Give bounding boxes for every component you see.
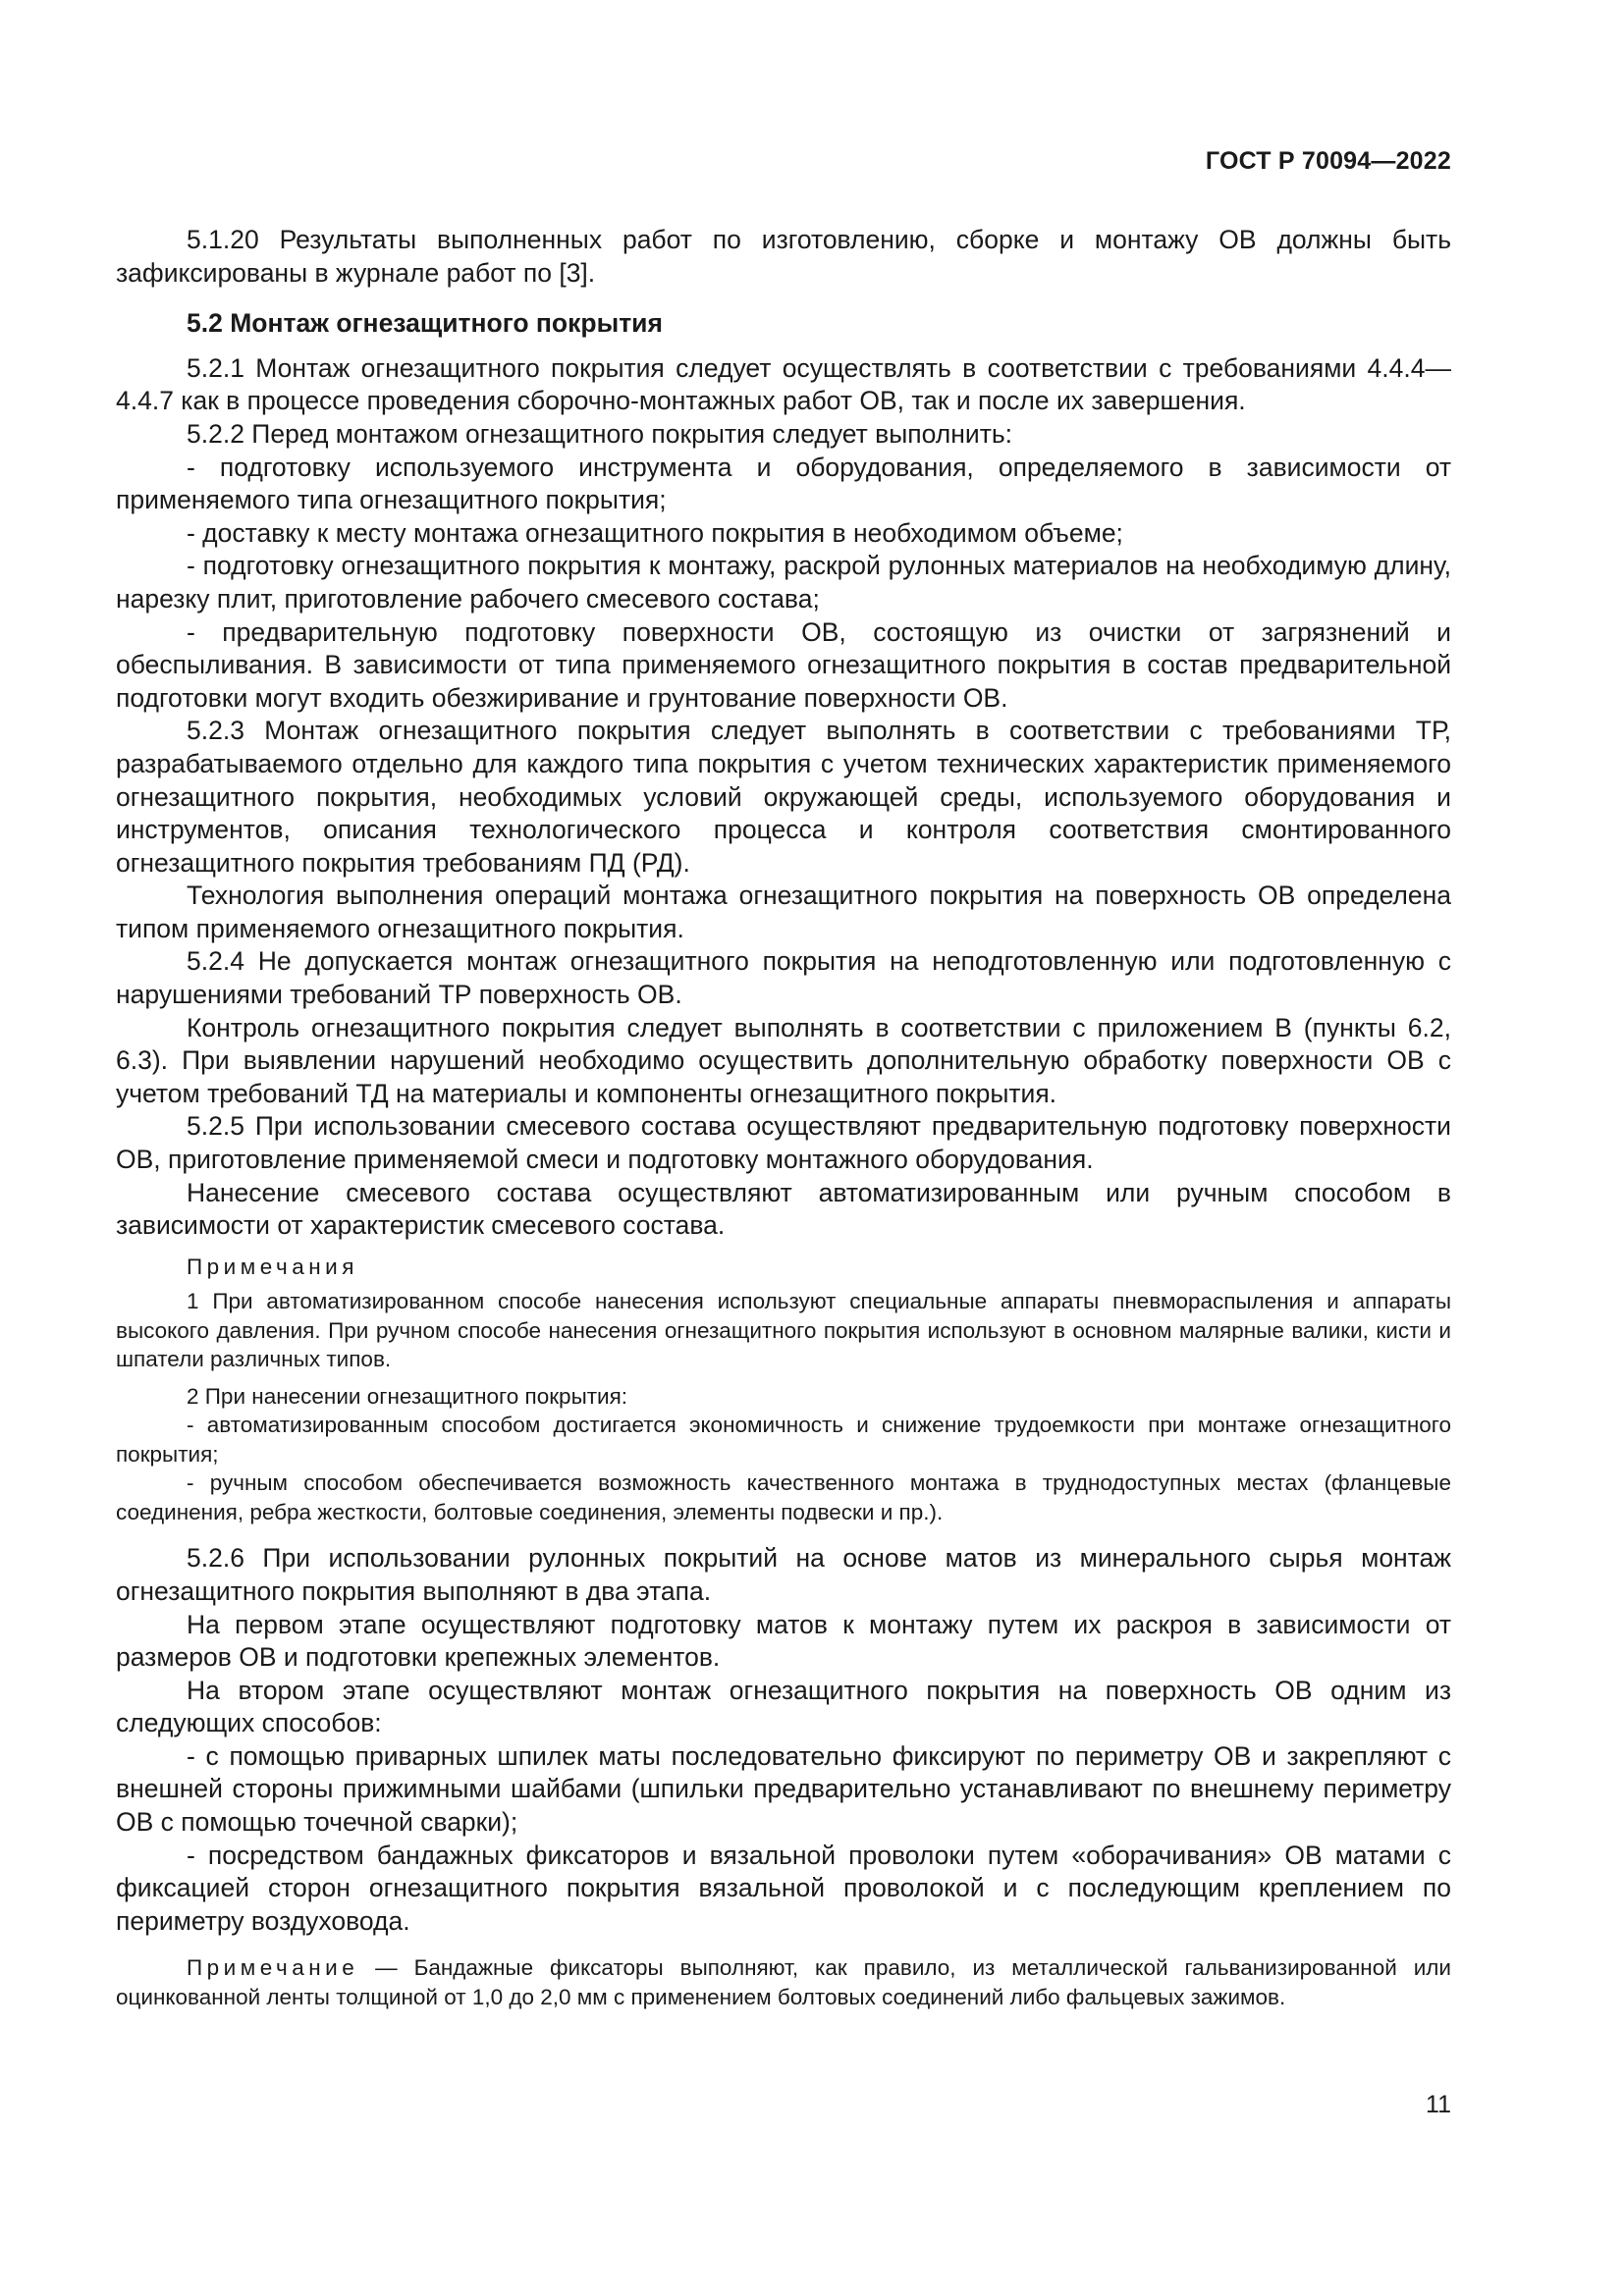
note-1: 1 При автоматизированном способе нанесения используют специальные аппараты пневмораспыления и аппараты высокого давления. При ручном способе нанесения огнезащитного покрытия используют в основном малярные валики, кисти и шпатели различных типов.	[116, 1289, 1451, 1372]
paragraph-5-2-6-stage-2: На втором этапе осуществляют монтаж огнезащитного покрытия на поверхность ОВ одним из следующих способов:	[116, 1675, 1451, 1738]
note-2: 2 При нанесении огнезащитного покрытия:	[187, 1383, 628, 1409]
final-note	[116, 1953, 1451, 2011]
list-item: - подготовку огнезащитного покрытия к монтажу, раскрой рулонных материалов на необходимую длину, нарезку плит, приготовление рабочего смесевого состава;	[116, 551, 1451, 614]
paragraph-5-2-6: 5.2.6 При использовании рулонных покрытий на основе матов из минерального сырья монтаж огнезащитного покрытия выполняют в два этапа.	[116, 1543, 1451, 1606]
final-note-label: Примечание	[187, 1955, 359, 1981]
paragraph-5-2-4: 5.2.4 Не допускается монтаж огнезащитного покрытия на неподготовленную или подготовленную с нарушениями требований ТР поверхность ОВ.	[116, 946, 1451, 1010]
paragraph-5-2-4-control: Контроль огнезащитного покрытия следует выполнять в соответствии с приложением В (пункты 6.2, 6.3). При выявлении нарушений необходимо осуществить дополнительную обработку поверхности ОВ с учетом требований ТД на материалы и компоненты огнезащитного покрытия.	[116, 1012, 1451, 1108]
notes-block	[116, 1253, 1451, 1527]
section-heading-5-2: 5.2 Монтаж огнезащитного покрытия	[187, 308, 663, 339]
list-item: - доставку к месту монтажа огнезащитного покрытия в необходимом объеме;	[187, 517, 1123, 548]
paragraph-5-1-20: 5.1.20 Результаты выполненных работ по изготовлению, сборке и монтажу ОВ должны быть зафиксированы в журнале работ по [3].	[116, 225, 1451, 288]
final-note-text: — Бандажные фиксаторы выполняют, как правило, из металлической гальванизированной или оцинкованной ленты толщиной от 1,0 до 2,0 мм с применением болтовых соединений либо фальцевых зажимов.	[116, 1955, 1451, 2009]
notes-title: Примечания	[187, 1254, 358, 1279]
document-body	[116, 224, 1451, 2011]
list-item: - предварительную подготовку поверхности ОВ, состоящую из очистки от загрязнений и обеспыливания. В зависимости от типа применяемого огнезащитного покрытия в состав предварительной подготовки могут входить обезжиривание и грунтование поверхности ОВ.	[116, 616, 1451, 713]
list-item: - автоматизированным способом достигается экономичность и снижение трудоемкости при монтаже огнезащитного покрытия;	[116, 1413, 1451, 1467]
list-item: - с помощью приварных шпилек маты последовательно фиксируют по периметру ОВ и закрепляют с внешней стороны прижимными шайбами (шпильки предварительно устанавливают по внешнему периметру ОВ с помощью точечной сварки);	[116, 1740, 1451, 1838]
section-5-2-6	[116, 1542, 1451, 1938]
standard-code-header: ГОСТ Р 70094—2022	[1205, 147, 1451, 175]
list-item: - подготовку используемого инструмента и оборудования, определяемого в зависимости от применяемого типа огнезащитного покрытия;	[116, 452, 1451, 515]
paragraph-5-2-6-stage-1: На первом этапе осуществляют подготовку матов к монтажу путем их раскроя в зависимости от размеров ОВ и подготовки крепежных элементов.	[116, 1609, 1451, 1673]
page-number: 11	[1426, 2091, 1451, 2118]
list-item: - посредством бандажных фиксаторов и вязальной проволоки путем «оборачивания» ОВ матами с фиксацией сторон огнезащитного покрытия вязальной проволокой и с последующим креплением по периметру воздуховода.	[116, 1840, 1451, 1936]
paragraph-5-2-3-technology: Технология выполнения операций монтажа огнезащитного покрытия на поверхность ОВ определена типом применяемого огнезащитного покрытия.	[116, 881, 1451, 943]
document-page	[116, 0, 1451, 2296]
paragraph-5-2-2: 5.2.2 Перед монтажом огнезащитного покрытия следует выполнить:	[187, 418, 1012, 449]
final-note-paragraph	[116, 1953, 1451, 2011]
paragraph-5-2-5-application: Нанесение смесевого состава осуществляют автоматизированным или ручным способом в зависимости от характеристик смесевого состава.	[116, 1177, 1451, 1241]
paragraph-5-2-3: 5.2.3 Монтаж огнезащитного покрытия следует выполнять в соответствии с требованиями ТР, разрабатываемого отдельно для каждого типа покрытия с учетом технических характеристик применяемого огнезащитного покрытия, необходимых условий окружающей среды, используемого оборудования и инструментов, описания технологического процесса и контроля соответствия смонтированного огнезащитного покрытия требованиям ПД (РД).	[116, 716, 1451, 878]
paragraph-5-2-5: 5.2.5 При использовании смесевого состава осуществляют предварительную подготовку поверхности ОВ, приготовление применяемой смеси и подготовку монтажного оборудования.	[116, 1111, 1451, 1175]
list-item: - ручным способом обеспечивается возможность качественного монтажа в труднодоступных местах (фланцевые соединения, ребра жесткости, болтовые соединения, элементы подвески и пр.).	[116, 1470, 1451, 1524]
paragraph-5-2-1: 5.2.1 Монтаж огнезащитного покрытия следует осуществлять в соответствии с требованиями 4.4.4—4.4.7 как в процессе проведения сборочно-монтажных работ ОВ, так и после их завершения.	[116, 352, 1451, 416]
